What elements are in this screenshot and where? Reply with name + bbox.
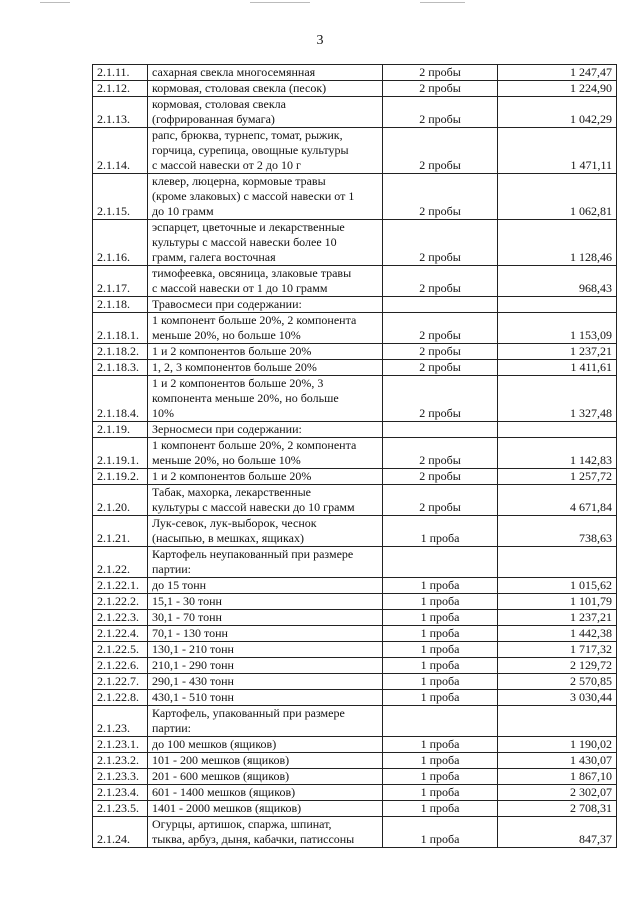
item-code: 2.1.11. [93, 65, 148, 81]
item-price: 1 327,48 [498, 376, 617, 422]
item-name-line: 1 компонент больше 20%, 2 компонента [152, 438, 357, 452]
item-code: 2.1.22. [93, 547, 148, 578]
item-sample-count [383, 297, 498, 313]
item-price: 847,37 [498, 817, 617, 848]
item-code: 2.1.19. [93, 422, 148, 438]
item-name [148, 516, 383, 547]
item-price: 1 411,61 [498, 360, 617, 376]
item-price: 1 247,47 [498, 65, 617, 81]
table-row [93, 174, 617, 220]
table-row [93, 769, 617, 785]
item-name [148, 578, 383, 594]
item-sample-count: 1 проба [383, 658, 498, 674]
item-code: 2.1.18. [93, 297, 148, 313]
table-row [93, 360, 617, 376]
item-name-line: 290,1 - 430 тонн [152, 674, 234, 688]
item-price: 1 867,10 [498, 769, 617, 785]
table-row [93, 690, 617, 706]
item-name [148, 706, 383, 737]
item-price: 1 153,09 [498, 313, 617, 344]
item-name-line: сахарная свекла многосемянная [152, 65, 316, 79]
table-row [93, 594, 617, 610]
item-sample-count: 1 проба [383, 817, 498, 848]
item-price: 2 708,31 [498, 801, 617, 817]
item-code: 2.1.23.2. [93, 753, 148, 769]
item-code: 2.1.22.3. [93, 610, 148, 626]
item-name-line: культуры с массой навески до 10 грамм [152, 500, 355, 514]
item-name-line: грамм, галега восточная [152, 250, 276, 264]
item-name-line: тыква, арбуз, дыня, кабачки, патиссоны [152, 832, 355, 846]
item-name [148, 817, 383, 848]
item-sample-count: 1 проба [383, 785, 498, 801]
price-table [92, 64, 617, 848]
item-price: 2 570,85 [498, 674, 617, 690]
item-code: 2.1.18.1. [93, 313, 148, 344]
item-name-line: Лук-севок, лук-выборок, чеснок [152, 516, 317, 530]
item-name [148, 674, 383, 690]
item-name [148, 801, 383, 817]
item-sample-count: 1 проба [383, 578, 498, 594]
item-sample-count: 2 пробы [383, 97, 498, 128]
item-sample-count [383, 706, 498, 737]
item-name-line: кормовая, столовая свекла (песок) [152, 81, 327, 95]
item-name [148, 547, 383, 578]
item-name [148, 297, 383, 313]
table-row [93, 801, 617, 817]
item-name [148, 485, 383, 516]
item-name [148, 658, 383, 674]
item-sample-count: 2 пробы [383, 376, 498, 422]
item-name-line: 430,1 - 510 тонн [152, 690, 234, 704]
item-name [148, 469, 383, 485]
item-price: 1 128,46 [498, 220, 617, 266]
item-name [148, 128, 383, 174]
item-sample-count: 1 проба [383, 690, 498, 706]
item-name-line: Травосмеси при содержании: [152, 297, 302, 311]
item-sample-count: 2 пробы [383, 360, 498, 376]
item-code: 2.1.18.3. [93, 360, 148, 376]
item-price: 968,43 [498, 266, 617, 297]
item-price: 3 030,44 [498, 690, 617, 706]
item-name-line: 1, 2, 3 компонентов больше 20% [152, 360, 317, 374]
item-price [498, 297, 617, 313]
item-sample-count: 2 пробы [383, 266, 498, 297]
item-name-line: 1 и 2 компонентов больше 20% [152, 469, 312, 483]
item-name [148, 422, 383, 438]
item-code: 2.1.22.8. [93, 690, 148, 706]
item-price: 1 142,83 [498, 438, 617, 469]
item-name-line: 130,1 - 210 тонн [152, 642, 234, 656]
item-code: 2.1.21. [93, 516, 148, 547]
table-row [93, 785, 617, 801]
item-name-line: (кроме злаковых) с массой навески от 1 [152, 189, 355, 203]
scan-artifact [250, 2, 310, 3]
item-code: 2.1.19.2. [93, 469, 148, 485]
item-sample-count: 1 проба [383, 769, 498, 785]
table-row [93, 626, 617, 642]
item-name [148, 690, 383, 706]
item-sample-count: 1 проба [383, 737, 498, 753]
item-code: 2.1.22.6. [93, 658, 148, 674]
item-name-line: (насыпью, в мешках, ящиках) [152, 531, 304, 545]
item-price: 1 471,11 [498, 128, 617, 174]
item-code: 2.1.19.1. [93, 438, 148, 469]
item-name-line: Табак, махорка, лекарственные [152, 485, 311, 499]
item-code: 2.1.22.4. [93, 626, 148, 642]
item-price: 1 717,32 [498, 642, 617, 658]
table-row [93, 547, 617, 578]
item-name [148, 769, 383, 785]
item-sample-count: 2 пробы [383, 469, 498, 485]
item-price: 2 129,72 [498, 658, 617, 674]
item-name-line: эспарцет, цветочные и лекарственные [152, 220, 345, 234]
item-name [148, 220, 383, 266]
item-price: 1 042,29 [498, 97, 617, 128]
item-name-line: Картофель неупакованный при размере [152, 547, 354, 561]
item-code: 2.1.14. [93, 128, 148, 174]
item-code: 2.1.15. [93, 174, 148, 220]
table-row [93, 376, 617, 422]
item-name-line: 30,1 - 70 тонн [152, 610, 222, 624]
item-sample-count: 1 проба [383, 626, 498, 642]
item-name-line: 15,1 - 30 тонн [152, 594, 222, 608]
item-price: 1 442,38 [498, 626, 617, 642]
item-name [148, 610, 383, 626]
item-price: 1 062,81 [498, 174, 617, 220]
item-name-line: до 15 тонн [152, 578, 207, 592]
item-code: 2.1.23.3. [93, 769, 148, 785]
item-name [148, 65, 383, 81]
table-row [93, 344, 617, 360]
item-sample-count: 2 пробы [383, 81, 498, 97]
item-code: 2.1.18.2. [93, 344, 148, 360]
table-row [93, 516, 617, 547]
item-price [498, 547, 617, 578]
table-row [93, 313, 617, 344]
table-row [93, 128, 617, 174]
table-row [93, 220, 617, 266]
item-price: 4 671,84 [498, 485, 617, 516]
item-name-line: 601 - 1400 мешков (ящиков) [152, 785, 296, 799]
table-row [93, 610, 617, 626]
item-sample-count: 1 проба [383, 594, 498, 610]
item-price: 1 224,90 [498, 81, 617, 97]
item-name [148, 737, 383, 753]
item-name-line: культуры с массой навески более 10 [152, 235, 337, 249]
item-name [148, 313, 383, 344]
item-name-line: партии: [152, 721, 192, 735]
item-price: 1 190,02 [498, 737, 617, 753]
table-row [93, 658, 617, 674]
item-name-line: 1 и 2 компонентов больше 20% [152, 344, 312, 358]
item-name-line: рапс, брюква, турнепс, томат, рыжик, [152, 128, 343, 142]
item-sample-count: 1 проба [383, 516, 498, 547]
scan-artifact [40, 2, 70, 3]
item-sample-count: 2 пробы [383, 313, 498, 344]
table-row [93, 578, 617, 594]
item-code: 2.1.20. [93, 485, 148, 516]
item-sample-count: 2 пробы [383, 438, 498, 469]
item-sample-count: 1 проба [383, 674, 498, 690]
item-code: 2.1.23. [93, 706, 148, 737]
item-code: 2.1.13. [93, 97, 148, 128]
item-name-line: 201 - 600 мешков (ящиков) [152, 769, 290, 783]
table-row [93, 737, 617, 753]
scan-artifact [420, 2, 465, 3]
table-row [93, 422, 617, 438]
item-name-line: 1401 - 2000 мешков (ящиков) [152, 801, 302, 815]
item-name-line: 210,1 - 290 тонн [152, 658, 234, 672]
item-name-line: Зерносмеси при содержании: [152, 422, 302, 436]
table-row [93, 753, 617, 769]
item-name-line: горчица, сурепица, овощные культуры [152, 143, 349, 157]
item-name [148, 753, 383, 769]
item-name-line: (гофрированная бумага) [152, 112, 275, 126]
item-price: 1 257,72 [498, 469, 617, 485]
table-row [93, 674, 617, 690]
item-name-line: Огурцы, артишок, спаржа, шпинат, [152, 817, 332, 831]
item-sample-count: 2 пробы [383, 128, 498, 174]
item-name [148, 81, 383, 97]
item-name-line: 10% [152, 406, 174, 420]
item-name-line: меньше 20%, но больше 10% [152, 328, 301, 342]
item-name-line: партии: [152, 562, 192, 576]
table-row [93, 266, 617, 297]
item-name-line: тимофеевка, овсяница, злаковые травы [152, 266, 352, 280]
item-code: 2.1.23.4. [93, 785, 148, 801]
table-row [93, 706, 617, 737]
table-row [93, 469, 617, 485]
item-sample-count: 2 пробы [383, 344, 498, 360]
item-name [148, 785, 383, 801]
item-name [148, 594, 383, 610]
item-name-line: 101 - 200 мешков (ящиков) [152, 753, 290, 767]
table-row [93, 817, 617, 848]
item-price [498, 422, 617, 438]
item-code: 2.1.18.4. [93, 376, 148, 422]
item-sample-count [383, 547, 498, 578]
item-code: 2.1.24. [93, 817, 148, 848]
item-name [148, 438, 383, 469]
item-code: 2.1.16. [93, 220, 148, 266]
item-price: 2 302,07 [498, 785, 617, 801]
table-row [93, 65, 617, 81]
item-price: 1 015,62 [498, 578, 617, 594]
item-name-line: Картофель, упакованный при размере [152, 706, 345, 720]
item-name-line: кормовая, столовая свекла [152, 97, 286, 111]
item-sample-count: 2 пробы [383, 485, 498, 516]
item-name-line: с массой навески от 2 до 10 г [152, 158, 301, 172]
item-name [148, 344, 383, 360]
item-code: 2.1.23.1. [93, 737, 148, 753]
table-body [93, 65, 617, 848]
item-name-line: компонента меньше 20%, но больше [152, 391, 339, 405]
item-name-line: клевер, люцерна, кормовые травы [152, 174, 326, 188]
item-code: 2.1.22.7. [93, 674, 148, 690]
item-price: 1 237,21 [498, 344, 617, 360]
item-name [148, 97, 383, 128]
item-name [148, 266, 383, 297]
table-row [93, 642, 617, 658]
item-sample-count: 1 проба [383, 610, 498, 626]
item-code: 2.1.12. [93, 81, 148, 97]
item-name-line: с массой навески от 1 до 10 грамм [152, 281, 328, 295]
item-price [498, 706, 617, 737]
item-name [148, 376, 383, 422]
item-code: 2.1.22.5. [93, 642, 148, 658]
item-code: 2.1.23.5. [93, 801, 148, 817]
item-code: 2.1.22.1. [93, 578, 148, 594]
item-price: 738,63 [498, 516, 617, 547]
item-price: 1 101,79 [498, 594, 617, 610]
table-row [93, 485, 617, 516]
table-row [93, 297, 617, 313]
item-sample-count: 1 проба [383, 801, 498, 817]
item-name-line: до 100 мешков (ящиков) [152, 737, 277, 751]
item-sample-count: 2 пробы [383, 174, 498, 220]
item-sample-count: 1 проба [383, 753, 498, 769]
item-name [148, 626, 383, 642]
item-name-line: 70,1 - 130 тонн [152, 626, 228, 640]
item-name-line: меньше 20%, но больше 10% [152, 453, 301, 467]
item-name-line: 1 и 2 компонентов больше 20%, 3 [152, 376, 324, 390]
item-price: 1 237,21 [498, 610, 617, 626]
item-name [148, 360, 383, 376]
page-number: 3 [316, 33, 324, 48]
item-sample-count [383, 422, 498, 438]
item-sample-count: 2 пробы [383, 65, 498, 81]
item-name-line: до 10 грамм [152, 204, 214, 218]
item-sample-count: 1 проба [383, 642, 498, 658]
table-row [93, 97, 617, 128]
item-name-line: 1 компонент больше 20%, 2 компонента [152, 313, 357, 327]
table-row [93, 81, 617, 97]
item-name [148, 174, 383, 220]
item-code: 2.1.17. [93, 266, 148, 297]
item-sample-count: 2 пробы [383, 220, 498, 266]
item-name [148, 642, 383, 658]
table-row [93, 438, 617, 469]
item-code: 2.1.22.2. [93, 594, 148, 610]
item-price: 1 430,07 [498, 753, 617, 769]
